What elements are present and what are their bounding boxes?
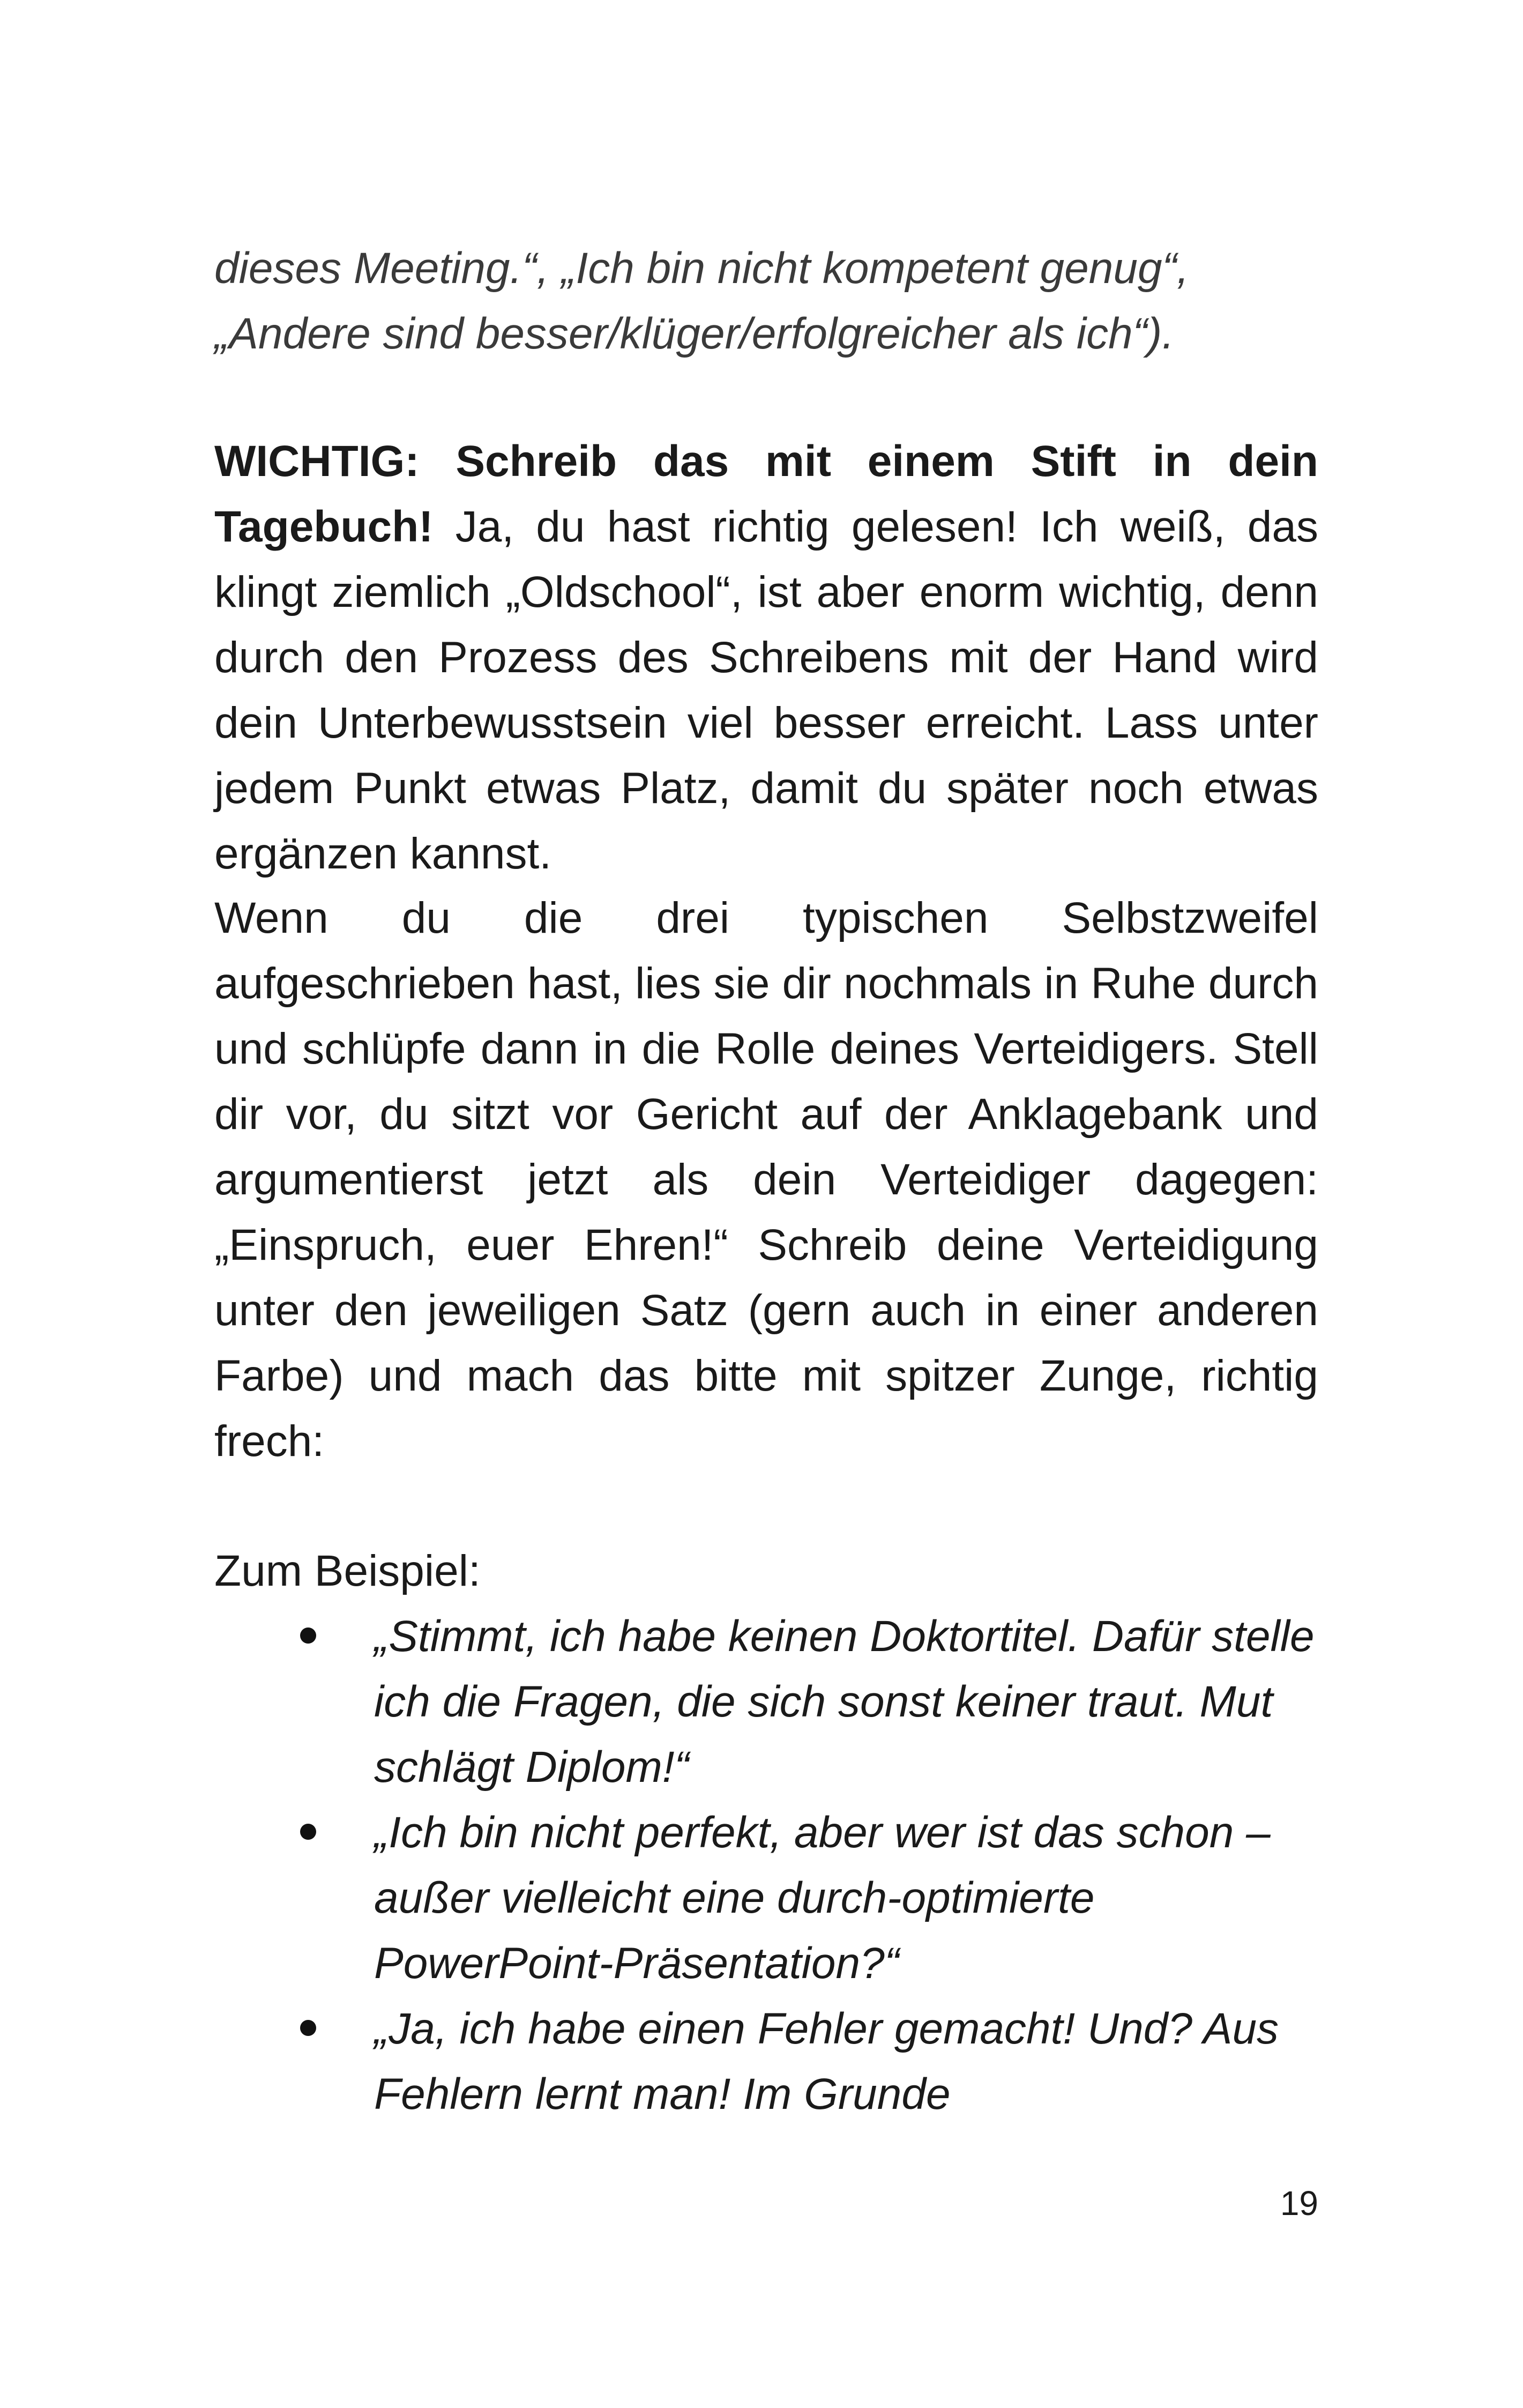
example-text: „Stimmt, ich habe keinen Doktortitel. Dafür stelle ich die Fragen, die sich sonst keiner traut. Mut schlägt Diplom!“ (374, 1612, 1315, 1792)
page-number: 19 (1280, 2184, 1318, 2223)
intro-paragraph (214, 236, 1318, 367)
bullet-icon (300, 2020, 316, 2036)
defense-paragraph (214, 886, 1318, 1474)
list-item (300, 1800, 1318, 1996)
list-item (300, 1996, 1318, 2127)
bullet-icon (300, 1824, 316, 1840)
bullet-icon (300, 1627, 316, 1644)
intro-text: dieses Meeting.“, „Ich bin nicht kompetent genug“, „Andere sind besser/klüger/erfolgreicher als ich“). (214, 244, 1189, 358)
example-text: „Ja, ich habe einen Fehler gemacht! Und? Aus Fehlern lernt man! Im Grunde (374, 2004, 1279, 2119)
important-body-text: Ja, du hast richtig gelesen! Ich weiß, das klingt ziemlich „Oldschool“, ist aber enorm wichtig, denn durch den Prozess des Schreibens mit der Hand wird dein Unterbewusstsein viel besser erreicht. Lass unter jedem Punkt etwas Platz, damit du später noch etwas ergänzen kannst. (214, 502, 1318, 878)
examples-heading-text: Zum Beispiel: (214, 1547, 481, 1595)
list-item (300, 1604, 1318, 1800)
examples-list (300, 1604, 1318, 2127)
important-bold-text: WICHTIG: Schreib das mit einem Stift in dein Tagebuch! (214, 437, 1318, 551)
example-text: „Ich bin nicht perfekt, aber wer ist das schon – außer vielleicht eine durch-optimierte PowerPoint-Präsentation?“ (374, 1808, 1271, 1988)
defense-text: Wenn du die drei typischen Selbstzweifel aufgeschrieben hast, lies sie dir nochmals in Ruhe durch und schlüpfe dann in die Rolle deines Verteidigers. Stell dir vor, du sitzt vor Gericht auf der Anklagebank und argumentierst jetzt als dein Verteidiger dagegen: „Einspruch, euer Ehren!“ Schreib deine Verteidigung unter den jeweiligen Satz (gern auch in einer anderen Farbe) und mach das bitte mit spitzer Zunge, richtig frech: (214, 894, 1318, 1466)
important-paragraph (214, 429, 1318, 887)
examples-heading (214, 1539, 1318, 1604)
